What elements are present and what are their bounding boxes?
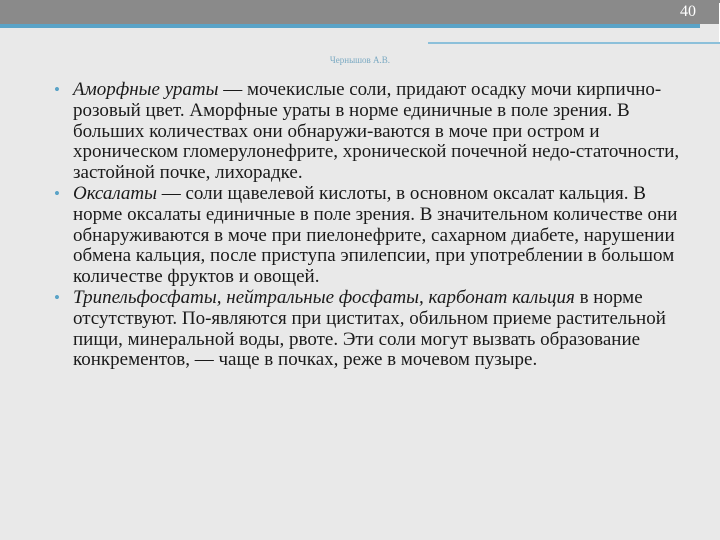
- accent-line-extension: [428, 42, 720, 44]
- bullet-text: — соли щавелевой кислоты, в основном оксалат кальция. В норме оксалаты единичные в поле зрения. В значительном количестве они обнаруживаются в моче при пиелонефрите, сахарном диабете, нарушении обмена кальция, после приступа эпилепсии, при употреблении в большом количестве фруктов и овощей.: [73, 182, 678, 288]
- accent-line: [0, 24, 700, 28]
- bullet-text: — мочекислые соли, придают осадку мочи кирпично-розовый цвет. Аморфные ураты в норме единичные в поле зрения. В больших количествах они обнаружи-ваются в моче при остром и хроническом гломерулонефрите, хронической почечной недо-статочности, застойной почке, лихорадке.: [73, 79, 680, 184]
- bullet-list: [52, 80, 682, 371]
- bullet-icon: •: [54, 183, 60, 203]
- header-bar: [0, 0, 720, 24]
- bullet-item-amorphous-urates: [52, 80, 682, 184]
- bullet-term: Оксалаты: [73, 182, 157, 204]
- bullet-icon: •: [54, 287, 60, 307]
- bullet-term: Трипельфосфаты, нейтральные фосфаты, карбонат кальция: [73, 286, 575, 308]
- bullet-text: в норме отсутствуют. По-являются при циститах, обильном приеме растительной пищи, минеральной воды, рвоте. Эти соли могут вызвать образование конкрементов, — чаще в почках, реже в мочевом пузыре.: [73, 286, 666, 371]
- bullet-item-oxalates: [52, 184, 682, 288]
- bullet-icon: •: [54, 80, 60, 99]
- bullet-item-triple-phosphates: [52, 288, 682, 371]
- bullet-term: Аморфные ураты: [73, 79, 219, 100]
- page-number: 40: [680, 3, 696, 20]
- author-label: Чернышов А.В.: [329, 55, 391, 65]
